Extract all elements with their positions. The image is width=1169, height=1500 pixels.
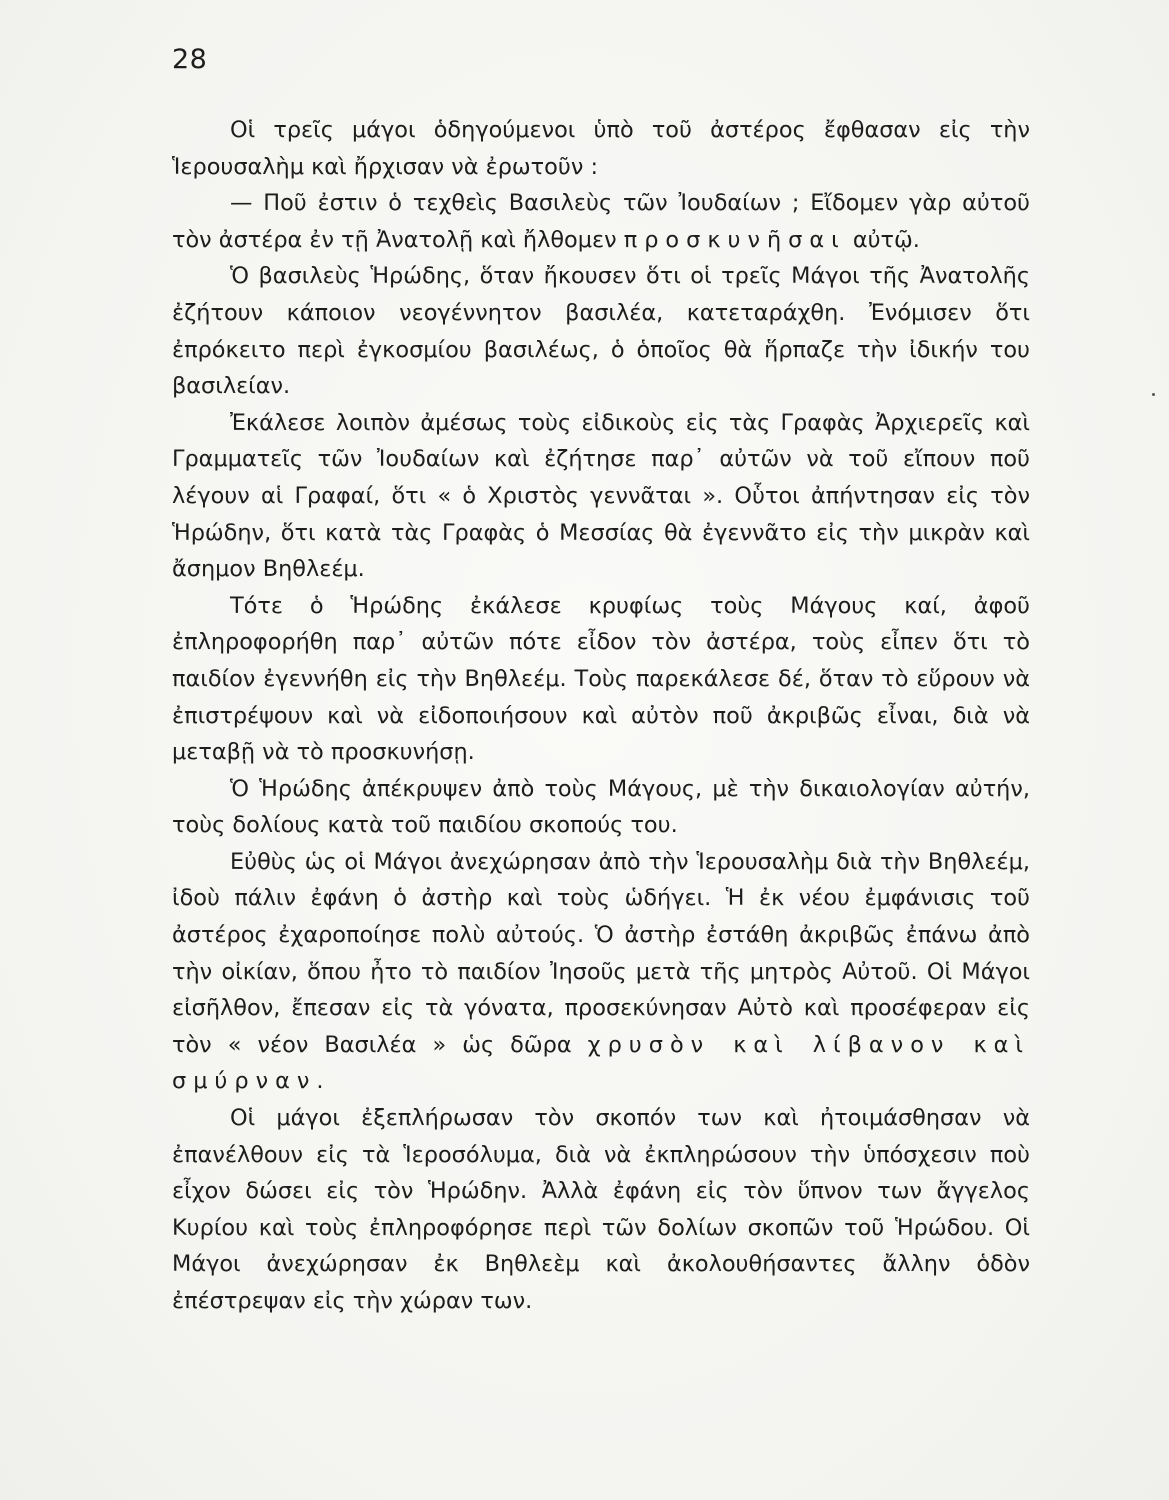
body-text [172, 112, 1030, 1320]
paragraph-7: Εὐθὺς ὡς οἱ Μάγοι ἀνεχώρησαν ἀπὸ τὴν Ἱερουσαλὴμ διὰ τὴν Βηθλεέμ, ἰδοὺ πάλιν ἐφάνη ὁ ἀστὴρ καὶ τοὺς ὡδήγει. Ἡ ἐκ νέου ἐμφάνισις τοῦ ἀστέρος ἐχαροποίησε πολὺ αὐτούς. Ὁ ἀστὴρ ἐστάθη ἀκριβῶς ἐπάνω ἀπὸ τὴν οἰκίαν, ὅπου ἦτο τὸ παιδίον Ἰησοῦς μετὰ τῆς μητρὸς Αὐτοῦ. Οἱ Μάγοι εἰσῆλθον, ἔπεσαν εἰς τὰ γόνατα, προσεκύνησαν Αὐτὸ καὶ προσέφεραν εἰς τὸν « νέον Βασιλέα » ὡς δῶρα χρυσὸν καὶ λίβανον καὶ σμύρναν. [172, 848, 1030, 1095]
spaced-emphasis: προσκυνῆσαι [623, 226, 846, 253]
paragraph-6: Ὁ Ἡρώδης ἀπέκρυψεν ἀπὸ τοὺς Μάγους, μὲ τὴν δικαιολογίαν αὐτήν, τοὺς δολίους κατὰ τοῦ παιδίου σκοπούς του. [172, 775, 1030, 839]
paragraph-4: Ἐκάλεσε λοιπὸν ἀμέσως τοὺς εἰδικοὺς εἰς τὰς Γραφὰς Ἀρχιερεῖς καὶ Γραμματεῖς τῶν Ἰουδαίων καὶ ἐζήτησε παρ᾿ αὐτῶν νὰ τοῦ εἴπουν ποῦ λέγουν αἱ Γραφαί, ὅτι « ὁ Χριστὸς γεννᾶται ». Οὗτοι ἀπήντησαν εἰς τὸν Ἡρώδην, ὅτι κατὰ τὰς Γραφὰς ὁ Μεσσίας θὰ ἐγεννᾶτο εἰς τὴν μικρὰν καὶ ἄσημον Βηθλεέμ. [172, 409, 1030, 583]
paragraph-5: Τότε ὁ Ἡρώδης ἐκάλεσε κρυφίως τοὺς Μάγους καί, ἀφοῦ ἐπληροφορήθη παρ᾿ αὐτῶν πότε εἶδον τὸν ἀστέρα, τοὺς εἶπεν ὅτι τὸ παιδίον ἐγεννήθη εἰς τὴν Βηθλεέμ. Τοὺς παρεκάλεσε δέ, ὅταν τὸ εὕρουν νὰ ἐπιστρέψουν καὶ νὰ εἰδοποιήσουν καὶ αὐτὸν ποῦ ἀκριβῶς εἶναι, διὰ νὰ μεταβῇ νὰ τὸ προσκυνήσῃ. [172, 592, 1030, 766]
paragraph-2: — Ποῦ ἐστιν ὁ τεχθεὶς Βασιλεὺς τῶν Ἰουδαίων ; Εἴδομεν γὰρ αὐτοῦ τὸν ἀστέρα ἐν τῇ Ἀνατολῇ καὶ ἤλθομεν προσκυνῆσαι αὐτῷ. [172, 190, 1030, 253]
page-number: 28 [172, 44, 208, 75]
spaced-emphasis: χρυσὸν καὶ λίβανον καὶ σμύρναν. [172, 1031, 1030, 1095]
paragraph-8: Οἱ μάγοι ἐξεπλήρωσαν τὸν σκοπόν των καὶ ἠτοιμάσθησαν νὰ ἐπανέλθουν εἰς τὰ Ἱεροσόλυμα, διὰ νὰ ἐκπληρώσουν τὴν ὑπόσχεσιν ποὺ εἶχον δώσει εἰς τὸν Ἡρώδην. Ἀλλὰ ἐφάνη εἰς τὸν ὕπνον των ἄγγελος Κυρίου καὶ τοὺς ἐπληροφόρησε περὶ τῶν δολίων σκοπῶν τοῦ Ἡρώδου. Οἱ Μάγοι ἀνεχώρησαν ἐκ Βηθλεὲμ καὶ ἀκολουθήσαντες ἄλλην ὁδὸν ἐπέστρεψαν εἰς τὴν χώραν των. [172, 1105, 1030, 1314]
paragraph-3: Ὁ βασιλεὺς Ἡρώδης, ὅταν ἤκουσεν ὅτι οἱ τρεῖς Μάγοι τῆς Ἀνατολῆς ἐζήτουν κάποιον νεογέννητον βασιλέα, κατεταράχθη. Ἐνόμισεν ὅτι ἐπρόκειτο περὶ ἐγκοσμίου βασιλέως, ὁ ὁποῖος θὰ ἥρπαζε τὴν ἰδικήν του βασιλείαν. [172, 263, 1030, 400]
paragraph-1: Οἱ τρεῖς μάγοι ὁδηγούμενοι ὑπὸ τοῦ ἀστέρος ἔφθασαν εἰς τὴν Ἱερουσαλὴμ καὶ ἤρχισαν νὰ ἐρωτοῦν : [172, 117, 1030, 180]
scan-speck [1152, 393, 1155, 396]
